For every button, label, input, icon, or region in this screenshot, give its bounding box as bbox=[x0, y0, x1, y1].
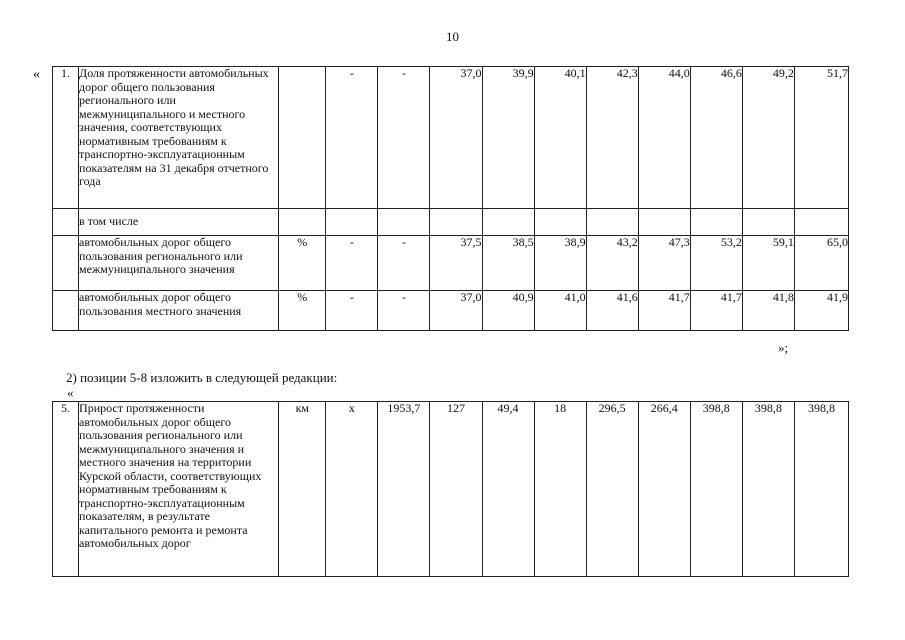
value-cell: 51,7 bbox=[794, 67, 848, 209]
table-row bbox=[53, 67, 849, 209]
page-number: 10 bbox=[446, 29, 459, 44]
value-cell: 127 bbox=[430, 402, 482, 577]
value-cell: - bbox=[326, 236, 378, 291]
opening-quote-2: « bbox=[67, 385, 74, 400]
value-cell: 42,3 bbox=[586, 67, 638, 209]
unit-cell bbox=[279, 67, 326, 209]
indicators-table-1 bbox=[52, 66, 849, 331]
including-label: в том числе bbox=[79, 209, 279, 236]
unit-cell: % bbox=[279, 236, 326, 291]
table-row bbox=[53, 291, 849, 331]
unit-cell: % bbox=[279, 291, 326, 331]
indicator-label: Прирост протяженности автомобильных дорог общего пользования регионального или межмуниципального значения и местного значения на территории Курской области, соответствующих нормативным требованиям к транспортно-эксплуатационным показателям, в результате капитального ремонта и ремонта автомобильных дорог bbox=[79, 402, 279, 577]
value-cell: - bbox=[378, 67, 430, 209]
value-cell: 37,5 bbox=[430, 236, 482, 291]
opening-quote: « bbox=[33, 67, 40, 82]
value-cell: 47,3 bbox=[638, 236, 690, 291]
value-cell: 38,9 bbox=[534, 236, 586, 291]
value-cell: 53,2 bbox=[690, 236, 742, 291]
value-cell: 41,6 bbox=[586, 291, 638, 331]
value-cell: 59,1 bbox=[742, 236, 794, 291]
indicator-label: Доля протяженности автомобильных дорог общего пользования регионального или межмуниципального и местного значения, соответствующих нормативным требованиям к транспортно-эксплуатационным показателям на 31 декабря отчетного года bbox=[79, 67, 279, 209]
value-cell: 296,5 bbox=[586, 402, 638, 577]
row-number: 1. bbox=[53, 67, 79, 209]
value-cell: 38,5 bbox=[482, 236, 534, 291]
value-cell: 398,8 bbox=[690, 402, 742, 577]
value-cell: - bbox=[326, 291, 378, 331]
value-cell: 18 bbox=[534, 402, 586, 577]
value-cell: 43,2 bbox=[586, 236, 638, 291]
value-cell: 39,9 bbox=[482, 67, 534, 209]
indicators-table-2 bbox=[52, 401, 849, 577]
value-cell: 41,7 bbox=[690, 291, 742, 331]
value-cell: x bbox=[326, 402, 378, 577]
value-cell: 44,0 bbox=[638, 67, 690, 209]
amendment-paragraph: 2) позиции 5-8 изложить в следующей редакции: bbox=[66, 370, 338, 385]
table-row bbox=[53, 402, 849, 577]
value-cell: - bbox=[378, 236, 430, 291]
value-cell: 37,0 bbox=[430, 67, 482, 209]
value-cell: 41,8 bbox=[742, 291, 794, 331]
value-cell: 49,2 bbox=[742, 67, 794, 209]
value-cell: 41,9 bbox=[794, 291, 848, 331]
table-row bbox=[53, 209, 849, 236]
indicator-label: автомобильных дорог общего пользования местного значения bbox=[79, 291, 279, 331]
value-cell: - bbox=[326, 67, 378, 209]
value-cell: 398,8 bbox=[742, 402, 794, 577]
value-cell: 46,6 bbox=[690, 67, 742, 209]
value-cell: 65,0 bbox=[794, 236, 848, 291]
row-number: 5. bbox=[53, 402, 79, 577]
value-cell: 40,1 bbox=[534, 67, 586, 209]
value-cell: 41,0 bbox=[534, 291, 586, 331]
table-row bbox=[53, 236, 849, 291]
value-cell: 37,0 bbox=[430, 291, 482, 331]
value-cell: 398,8 bbox=[794, 402, 848, 577]
closing-quote: »; bbox=[778, 340, 789, 355]
unit-cell: км bbox=[279, 402, 326, 577]
value-cell: - bbox=[378, 291, 430, 331]
value-cell: 40,9 bbox=[482, 291, 534, 331]
indicator-label: автомобильных дорог общего пользования регионального или межмуниципального значения bbox=[79, 236, 279, 291]
value-cell: 266,4 bbox=[638, 402, 690, 577]
value-cell: 41,7 bbox=[638, 291, 690, 331]
value-cell: 1953,7 bbox=[378, 402, 430, 577]
value-cell: 49,4 bbox=[482, 402, 534, 577]
